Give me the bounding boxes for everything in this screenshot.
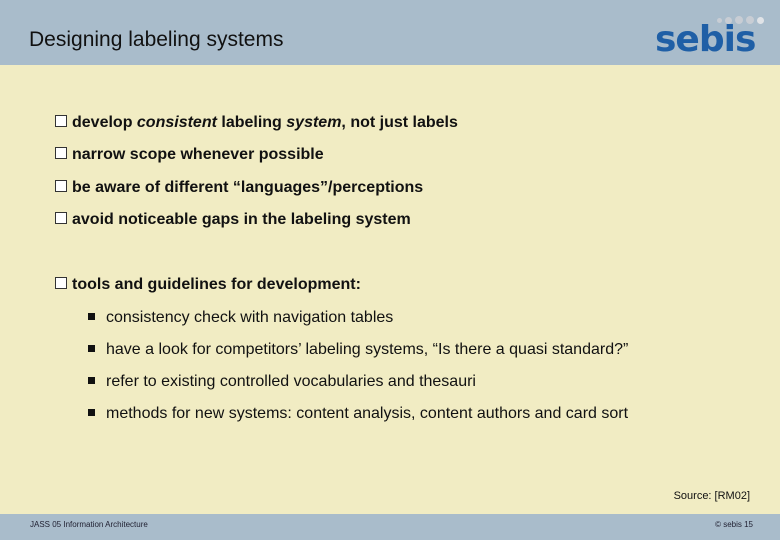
filled-square-bullet-icon <box>88 345 95 352</box>
footer-course: JASS 05 Information Architecture <box>30 520 148 529</box>
hollow-square-bullet-icon <box>55 180 67 192</box>
footer-copyright: © sebis 15 <box>715 520 753 529</box>
bullet-text: consistent <box>136 114 217 131</box>
sub-bullet-item <box>88 341 628 359</box>
hollow-square-bullet-icon <box>55 115 67 127</box>
sub-bullet-item <box>88 405 628 423</box>
page-title: Designing labeling systems <box>29 28 284 51</box>
logo-text: sebis <box>655 19 756 60</box>
sub-bullet-text: consistency check with navigation tables <box>106 309 394 326</box>
bullet-text: system <box>286 114 342 131</box>
bullet-item <box>55 211 411 229</box>
logo-dot <box>757 17 764 24</box>
bullet-text: labeling <box>216 114 287 131</box>
hollow-square-bullet-icon <box>55 277 67 289</box>
sub-bullet-text: methods for new systems: content analysis, content authors and card sort <box>106 405 629 422</box>
hollow-square-bullet-icon <box>55 212 67 224</box>
sub-bullet-text: refer to existing controlled vocabularies and thesauri <box>106 373 476 390</box>
bullet-item <box>55 179 423 197</box>
source-note: Source: [RM02] <box>673 490 750 502</box>
bullet-text: narrow scope whenever possible <box>72 146 324 163</box>
bullet-item <box>55 146 324 164</box>
bullet-text: , not just labels <box>341 114 458 131</box>
filled-square-bullet-icon <box>88 313 95 320</box>
tools-heading <box>55 276 361 294</box>
tools-heading-text: tools and guidelines for development: <box>72 276 361 293</box>
bullet-text: be aware of different “languages”/perceptions <box>72 179 424 196</box>
bullet-text: develop <box>72 114 137 131</box>
sebis-logo <box>655 12 765 60</box>
footer-bar <box>0 514 780 540</box>
sub-bullet-item <box>88 309 393 327</box>
filled-square-bullet-icon <box>88 377 95 384</box>
header-bar <box>0 0 780 65</box>
sub-bullet-item <box>88 373 476 391</box>
hollow-square-bullet-icon <box>55 147 67 159</box>
bullet-text: avoid noticeable gaps in the labeling system <box>72 211 411 228</box>
bullet-item <box>55 114 458 132</box>
sub-bullet-text: have a look for competitors’ labeling systems, “Is there a quasi standard?” <box>106 341 629 358</box>
filled-square-bullet-icon <box>88 409 95 416</box>
